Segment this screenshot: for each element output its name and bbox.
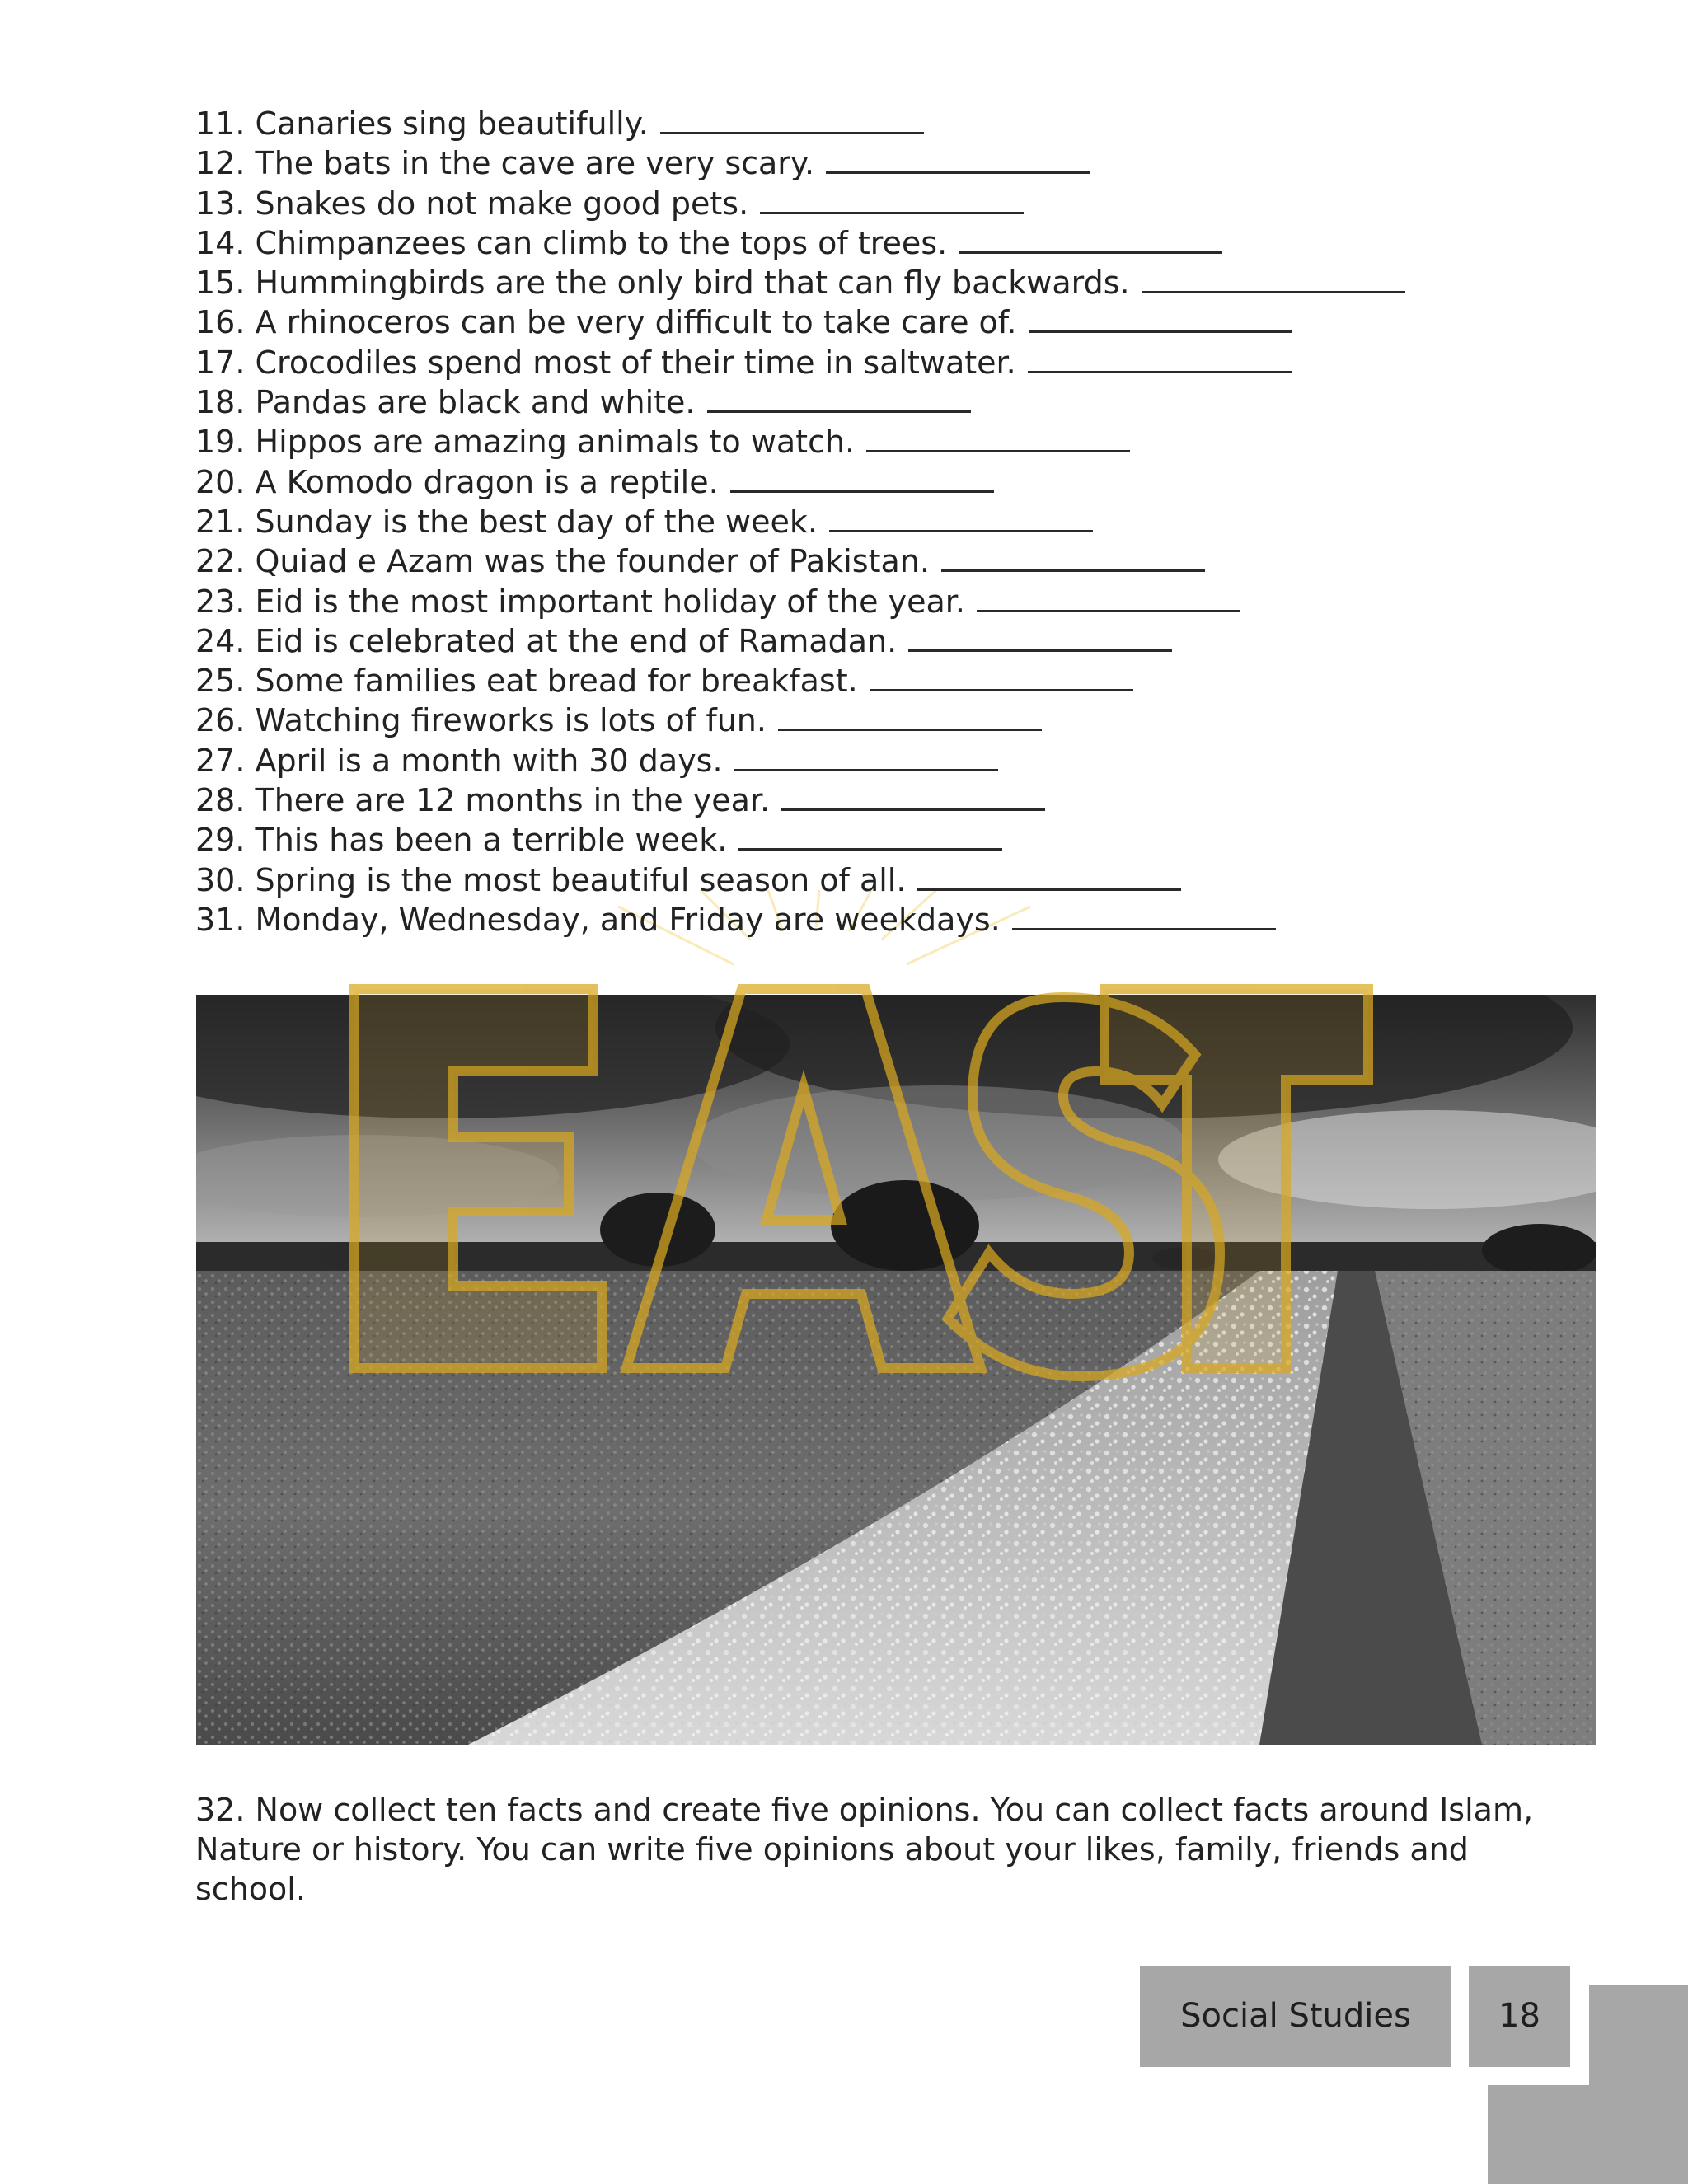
answer-blank[interactable] (781, 784, 1045, 811)
exercise-item (195, 462, 1405, 502)
footer-subject-label: Social Studies (1140, 1966, 1451, 2067)
exercise-item-text: 12. The bats in the cave are very scary. (195, 145, 815, 182)
exercise-item (195, 780, 1405, 820)
exercise-item (195, 860, 1405, 900)
landscape-photo-drawing (196, 995, 1596, 1745)
page-number: 18 (1469, 1966, 1570, 2067)
exercise-item-text: 16. A rhinoceros can be very difficult to take care of. (195, 304, 1017, 341)
exercise-item-text: 22. Quiad e Azam was the founder of Pakistan. (195, 543, 930, 580)
activity-prompt: 32. Now collect ten facts and create five opinions. You can collect facts around Islam, Nature or history. You can write five opinions about your likes, family, friends and school. (195, 1792, 1534, 1907)
exercise-item (195, 104, 1405, 143)
answer-blank[interactable] (959, 227, 1222, 254)
answer-blank[interactable] (660, 107, 924, 134)
answer-blank[interactable] (908, 625, 1172, 652)
landscape-photo (196, 995, 1596, 1745)
answer-blank[interactable] (917, 864, 1181, 891)
exercise-item-text: 27. April is a month with 30 days. (195, 742, 723, 779)
answer-blank[interactable] (1028, 346, 1292, 373)
exercise-item-text: 13. Snakes do not make good pets. (195, 185, 749, 222)
exercise-item-text: 21. Sunday is the best day of the week. (195, 503, 818, 540)
answer-blank[interactable] (778, 704, 1042, 731)
page-corner-tab-bottom (1488, 2085, 1688, 2184)
answer-blank[interactable] (1029, 306, 1292, 333)
exercise-item (195, 422, 1405, 462)
exercise-item-text: 24. Eid is celebrated at the end of Ramadan. (195, 622, 898, 659)
answer-blank[interactable] (707, 386, 971, 413)
exercise-item-text: 28. There are 12 months in the year. (195, 782, 771, 819)
exercise-item-text: 20. A Komodo dragon is a reptile. (195, 463, 719, 500)
exercise-item-text: 14. Chimpanzees can climb to the tops of trees. (195, 224, 948, 261)
answer-blank[interactable] (829, 505, 1093, 532)
exercise-item (195, 184, 1405, 223)
answer-blank[interactable] (941, 545, 1205, 572)
exercise-item (195, 343, 1405, 382)
exercise-item-text: 15. Hummingbirds are the only bird that can fly backwards. (195, 265, 1130, 302)
exercise-item-text: 11. Canaries sing beautifully. (195, 105, 649, 142)
exercise-item (195, 223, 1405, 263)
exercise-item (195, 701, 1405, 740)
exercise-item-text: 30. Spring is the most beautiful season of all. (195, 861, 907, 898)
answer-blank[interactable] (1012, 903, 1276, 930)
exercise-item-text: 26. Watching fireworks is lots of fun. (195, 702, 767, 739)
exercise-item (195, 820, 1405, 860)
exercise-item (195, 263, 1405, 302)
answer-blank[interactable] (734, 744, 998, 771)
answer-blank[interactable] (760, 187, 1024, 214)
exercise-item-text: 29. This has been a terrible week. (195, 822, 728, 859)
exercise-item-text: 23. Eid is the most important holiday of the year. (195, 583, 965, 620)
answer-blank[interactable] (977, 585, 1240, 612)
exercise-item (195, 143, 1405, 183)
exercise-item-text: 25. Some families eat bread for breakfast. (195, 663, 858, 700)
exercise-item (195, 741, 1405, 780)
exercise-item-text: 19. Hippos are amazing animals to watch. (195, 424, 856, 461)
exercise-item (195, 621, 1405, 661)
exercise-list (195, 104, 1405, 940)
exercise-item-text: 18. Pandas are black and white. (195, 384, 696, 421)
answer-blank[interactable] (826, 147, 1090, 174)
exercise-item-text: 31. Monday, Wednesday, and Friday are weekdays. (195, 901, 1001, 938)
exercise-item (195, 502, 1405, 541)
answer-blank[interactable] (866, 425, 1130, 452)
exercise-item-text: 17. Crocodiles spend most of their time in saltwater. (195, 344, 1016, 381)
answer-blank[interactable] (870, 664, 1133, 691)
exercise-item (195, 661, 1405, 701)
exercise-item (195, 382, 1405, 422)
exercise-item (195, 302, 1405, 342)
answer-blank[interactable] (1142, 266, 1405, 293)
exercise-item (195, 582, 1405, 621)
exercise-item (195, 900, 1405, 940)
exercise-item (195, 541, 1405, 581)
answer-blank[interactable] (738, 823, 1002, 851)
answer-blank[interactable] (730, 466, 994, 493)
